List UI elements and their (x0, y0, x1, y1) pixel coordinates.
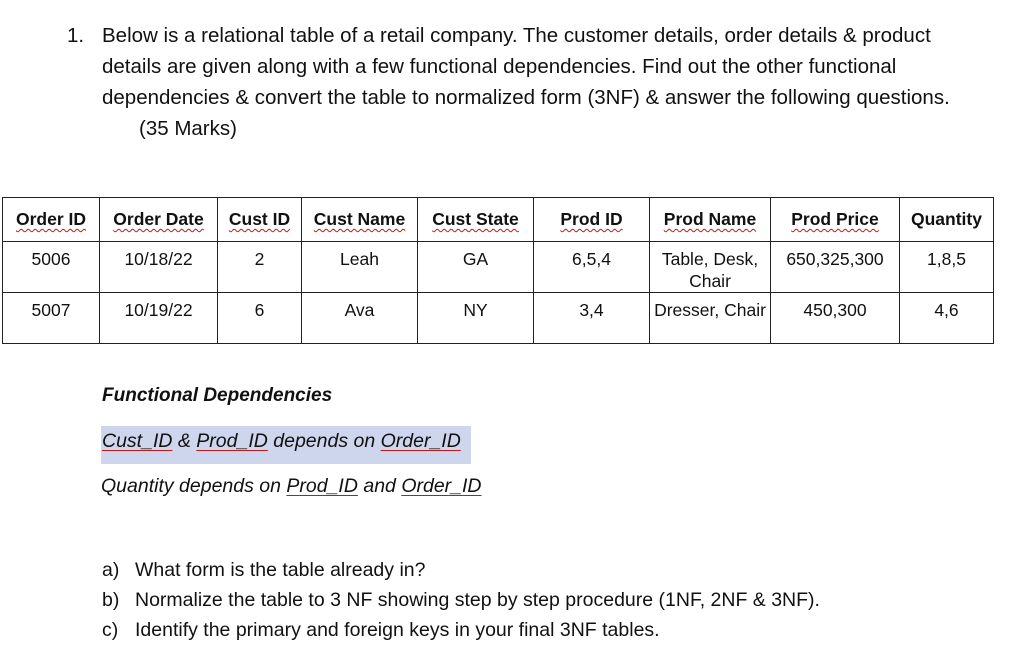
list-item (102, 555, 820, 585)
header-cust-name: Cust Name (302, 198, 418, 242)
functional-dependency-2 (101, 471, 482, 501)
question-number: 1. (67, 24, 85, 47)
cell-quantity: 1,8,5 (900, 242, 994, 293)
fd1-term-cust-id: Cust_ID (102, 430, 173, 452)
cell-cust-state: NY (418, 293, 534, 344)
list-item (102, 615, 820, 645)
header-quantity: Quantity (900, 198, 994, 242)
sub-question-label: c) (102, 619, 119, 641)
cell-quantity: 4,6 (900, 293, 994, 344)
header-prod-id: Prod ID (534, 198, 650, 242)
sub-questions-list (102, 555, 820, 645)
header-order-id: Order ID (3, 198, 100, 242)
table-row (3, 293, 994, 344)
cell-order-date: 10/18/22 (100, 242, 218, 293)
cell-prod-id: 3,4 (534, 293, 650, 344)
fd2-term-prod-id: Prod_ID (286, 475, 358, 497)
fd2-and: and (357, 475, 402, 497)
fd1-term-order-id: Order_ID (380, 430, 461, 452)
cell-cust-state: GA (418, 242, 534, 293)
question-block (67, 20, 967, 144)
question-text-container (102, 20, 967, 144)
cell-cust-id: 6 (218, 293, 302, 344)
header-cust-id: Cust ID (218, 198, 302, 242)
fd1-term-prod-id: Prod_ID (196, 430, 268, 452)
table-row (3, 242, 994, 293)
table-header-row (3, 198, 994, 242)
header-prod-price: Prod Price (771, 198, 900, 242)
cell-cust-name: Leah (302, 242, 418, 293)
cell-cust-id: 2 (218, 242, 302, 293)
cell-prod-price: 650,325,300 (771, 242, 900, 293)
sub-question-text: Normalize the table to 3 NF showing step by step procedure (1NF, 2NF & 3NF). (135, 589, 820, 611)
sub-question-text: What form is the table already in? (135, 559, 426, 581)
cell-cust-name: Ava (302, 293, 418, 344)
header-order-date: Order Date (100, 198, 218, 242)
question-marks: (35 Marks) (139, 117, 237, 140)
list-item (102, 585, 820, 615)
question-text: Below is a relational table of a retail company. The customer details, order details & product details are given along with a few functional dependencies. Find out the other functional dependencies & convert the table to normalized form (3NF) & answer the following questions. (102, 24, 950, 109)
cell-order-id: 5007 (3, 293, 100, 344)
fd1-and: & (172, 430, 197, 452)
cell-order-date: 10/19/22 (100, 293, 218, 344)
cell-prod-price: 450,300 (771, 293, 900, 344)
header-prod-name: Prod Name (650, 198, 771, 242)
fd2-term-order-id: Order_ID (401, 475, 482, 497)
functional-dependencies-title: Functional Dependencies (102, 385, 333, 406)
sub-question-label: a) (102, 559, 120, 581)
sub-question-text: Identify the primary and foreign keys in your final 3NF tables. (135, 619, 660, 641)
cell-order-id: 5006 (3, 242, 100, 293)
fd2-lead: Quantity depends on (101, 475, 287, 497)
header-cust-state: Cust State (418, 198, 534, 242)
sub-question-label: b) (102, 589, 120, 611)
fd1-mid: depends on (267, 430, 381, 452)
cell-prod-name: Table, Desk, Chair (650, 242, 771, 293)
retail-table (2, 197, 994, 344)
functional-dependency-1 (101, 426, 471, 464)
cell-prod-id: 6,5,4 (534, 242, 650, 293)
cell-prod-name: Dresser, Chair (650, 293, 771, 344)
